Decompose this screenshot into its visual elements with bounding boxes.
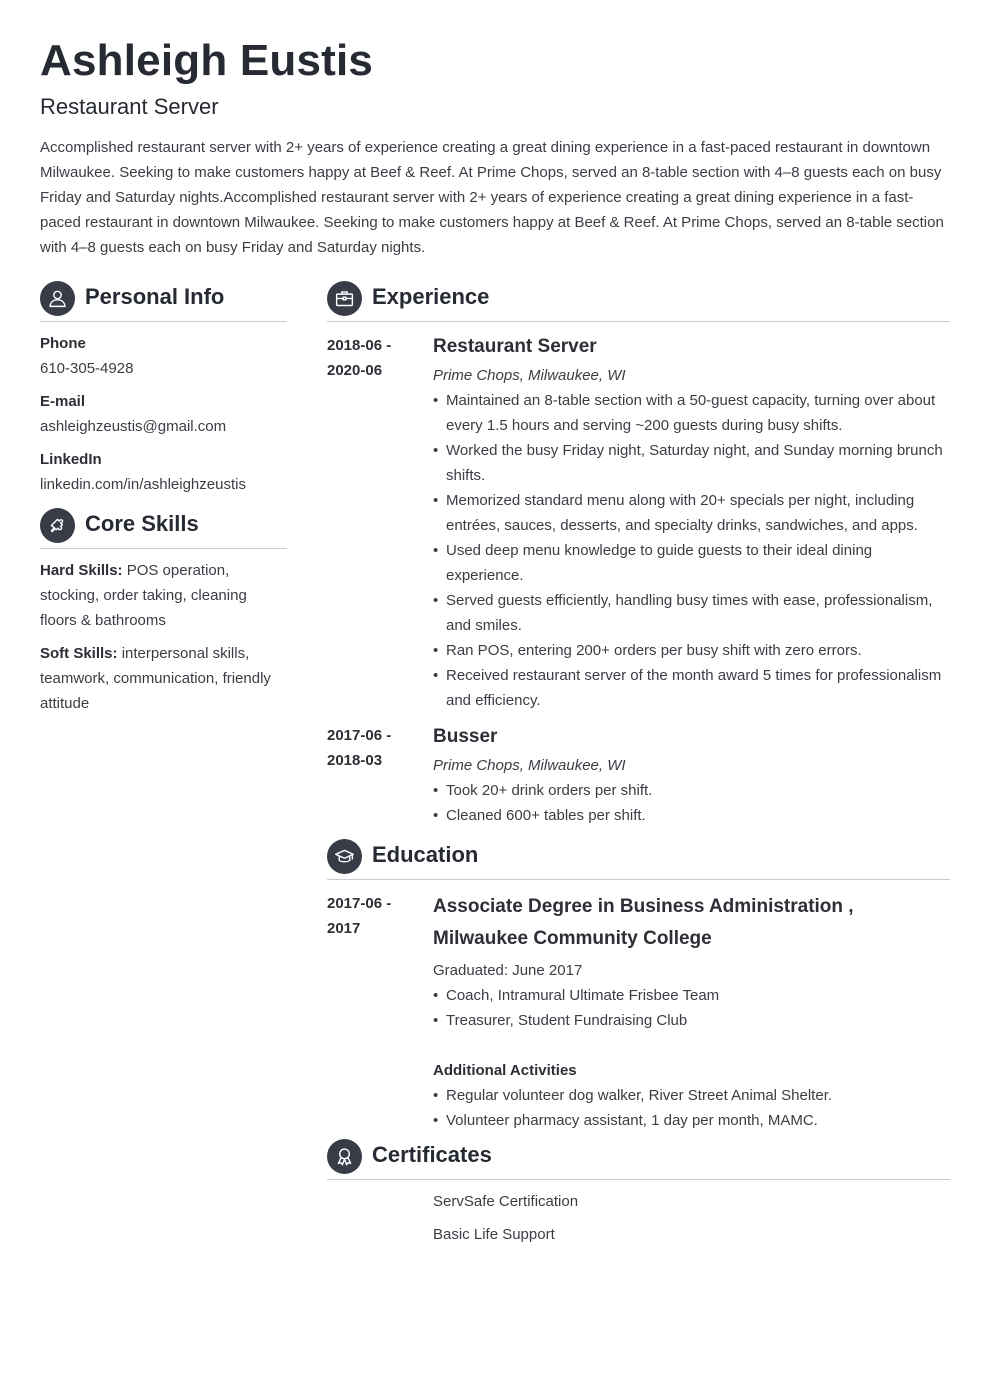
linkedin-value: linkedin.com/in/ashleighzeustis (40, 476, 246, 493)
experience-header (327, 281, 950, 322)
list-item: • Ran POS, entering 200+ orders per busy shift with zero errors. (433, 638, 950, 663)
job-company: Prime Chops, Milwaukee, WI (433, 367, 626, 384)
list-item: • Coach, Intramural Ultimate Frisbee Team (433, 983, 950, 1008)
certificates-header (327, 1139, 950, 1180)
hard-skills-value: POS operation, stocking, order taking, cleaning floors & bathrooms (40, 562, 247, 629)
list-item: • Memorized standard menu along with 20+ specials per night, including entrées, sauces, desserts, and specialty drinks, sandwiches, and apps. (433, 488, 950, 538)
job-bullets (433, 778, 950, 828)
certificate-item: Basic Life Support (433, 1226, 555, 1243)
experience-body (433, 333, 950, 713)
list-item: • Volunteer pharmacy assistant, 1 day per month, MAMC. (433, 1108, 950, 1133)
briefcase-icon (327, 281, 362, 316)
list-item: • Received restaurant server of the month award 5 times for professionalism and efficiency. (433, 663, 950, 713)
date-start: 2017-06 - (327, 895, 392, 912)
soft-skills-label: Soft Skills: (40, 645, 118, 662)
certificate-item: ServSafe Certification (433, 1193, 579, 1210)
certificates-body (433, 1189, 950, 1255)
job-role: Busser (433, 726, 498, 747)
list-item: • Worked the busy Friday night, Saturday night, and Sunday morning brunch shifts. (433, 438, 950, 488)
soft-skills-value: interpersonal skills, teamwork, communication, friendly attitude (40, 645, 271, 712)
experience-date (327, 723, 417, 773)
education-title: Education (372, 842, 479, 867)
date-start: 2017-06 - (327, 727, 392, 744)
list-item: • Regular volunteer dog walker, River Street Animal Shelter. (433, 1083, 950, 1108)
hard-skills (40, 558, 287, 633)
list-item: • Served guests efficiently, handling busy times with ease, professionalism, and smiles. (433, 588, 950, 638)
linkedin-label: LinkedIn (40, 451, 102, 468)
summary-paragraph: Accomplished restaurant server with 2+ years of experience creating a great dining experience in a fast-paced restaurant in downtown Milwaukee. Seeking to make customers happy at Beef & Reef. At Prime Chops, served an 8-table section with 4–8 guests each on busy Friday and Saturday nights.Accomplished restaurant server with 2+ years of experience creating a great dining experience in a fast-paced restaurant in downtown Milwaukee. Seeking to make customers happy at Beef & Reef. At Prime Chops, served an 8-table section with 4–8 guests each on busy Friday and Saturday nights. (40, 139, 944, 256)
list-item: • Maintained an 8-table section with a 50-guest capacity, turning over about every 1.5 hours and serving ~200 guests during busy shifts. (433, 388, 950, 438)
list-item: • Took 20+ drink orders per shift. (433, 778, 950, 803)
email-label: E-mail (40, 393, 86, 410)
personal-info-list (40, 331, 287, 505)
date-end: 2017 (327, 920, 361, 937)
list-item: • Cleaned 600+ tables per shift. (433, 803, 950, 828)
date-start: 2018-06 - (327, 337, 392, 354)
experience-date (327, 333, 417, 383)
person-icon (40, 281, 75, 316)
additional-activities-list (433, 1083, 950, 1133)
phone-value: 610-305-4928 (40, 360, 134, 377)
education-body (433, 891, 950, 1133)
degree-title: Associate Degree in Business Administration , (433, 896, 854, 917)
date-end: 2018-03 (327, 752, 383, 769)
soft-skills (40, 641, 287, 716)
core-skills-list (40, 558, 287, 724)
award-ribbon-icon (327, 1139, 362, 1174)
school-name: Milwaukee Community College (433, 928, 712, 949)
personal-info-title: Personal Info (85, 284, 225, 309)
education-date (327, 891, 417, 941)
hard-skills-label: Hard Skills: (40, 562, 123, 579)
job-role: Restaurant Server (433, 336, 597, 357)
puzzle-icon (40, 508, 75, 543)
date-end: 2020-06 (327, 362, 383, 379)
core-skills-header (40, 508, 287, 549)
personal-info-header (40, 281, 287, 322)
additional-activities-heading: Additional Activities (433, 1062, 577, 1079)
list-item: • Treasurer, Student Fundraising Club (433, 1008, 950, 1033)
phone-label: Phone (40, 335, 86, 352)
candidate-name: Ashleigh Eustis (40, 36, 374, 85)
certificates-title: Certificates (372, 1142, 492, 1167)
candidate-title: Restaurant Server (40, 94, 219, 119)
experience-title: Experience (372, 284, 490, 309)
core-skills-title: Core Skills (85, 511, 199, 536)
graduation-date: Graduated: June 2017 (433, 962, 583, 979)
experience-body (433, 723, 950, 828)
education-header (327, 839, 950, 880)
email-value: ashleighzeustis@gmail.com (40, 418, 227, 435)
job-company: Prime Chops, Milwaukee, WI (433, 757, 626, 774)
list-item: • Used deep menu knowledge to guide guests to their ideal dining experience. (433, 538, 950, 588)
education-bullets (433, 983, 950, 1033)
job-bullets (433, 388, 950, 713)
graduation-cap-icon (327, 839, 362, 874)
